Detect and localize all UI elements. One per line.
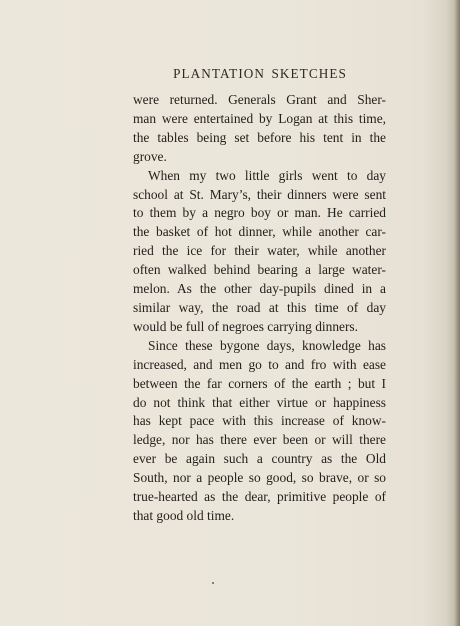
- text-line: the basket of hot dinner, while another car-: [133, 224, 386, 240]
- paragraph-2: [133, 167, 386, 337]
- text-line: often walked behind bearing a large water-: [133, 262, 386, 278]
- text-line: South, nor a people so good, so brave, or so: [133, 470, 386, 486]
- page-edge-shadow: [454, 0, 460, 626]
- paragraph-3: [133, 337, 386, 526]
- text-line: similar way, the road at this time of day: [133, 299, 386, 315]
- text-line: has kept pace with this increase of know-: [133, 413, 386, 429]
- running-head: PLANTATION SKETCHES: [173, 66, 347, 81]
- text-line: would be full of negroes carrying dinners.: [133, 318, 358, 334]
- text-line: were returned. Generals Grant and Sher-: [133, 92, 386, 107]
- body-text: [133, 91, 386, 526]
- text-line: melon. As the other day-pupils dined in a: [133, 281, 386, 297]
- text-line: ledge, nor has there ever been or will there: [133, 432, 386, 448]
- text-line: When my two little girls went to day: [148, 167, 386, 183]
- text-line: Since these bygone days, knowledge has: [148, 337, 386, 353]
- text-line: man were entertained by Logan at this time,: [133, 110, 386, 126]
- text-line: between the far corners of the earth ; but I: [133, 375, 386, 391]
- text-line: increased, and men go to and fro with ease: [133, 356, 386, 372]
- text-line: the tables being set before his tent in the: [133, 129, 386, 145]
- text-line: grove.: [133, 148, 167, 164]
- text-line: to them by a negro boy or man. He carried: [133, 205, 386, 221]
- text-line: ever be again such a country as the Old: [133, 451, 386, 467]
- printer-mark: [212, 582, 214, 584]
- text-line: ried the ice for their water, while another: [133, 243, 386, 259]
- paragraph-1: [133, 91, 386, 167]
- text-line: that good old time.: [133, 507, 235, 523]
- text-line: school at St. Mary’s, their dinners were sent: [133, 186, 386, 202]
- text-line: true-hearted as the dear, primitive people of: [133, 489, 386, 505]
- text-line: do not think that either virtue or happiness: [133, 394, 386, 410]
